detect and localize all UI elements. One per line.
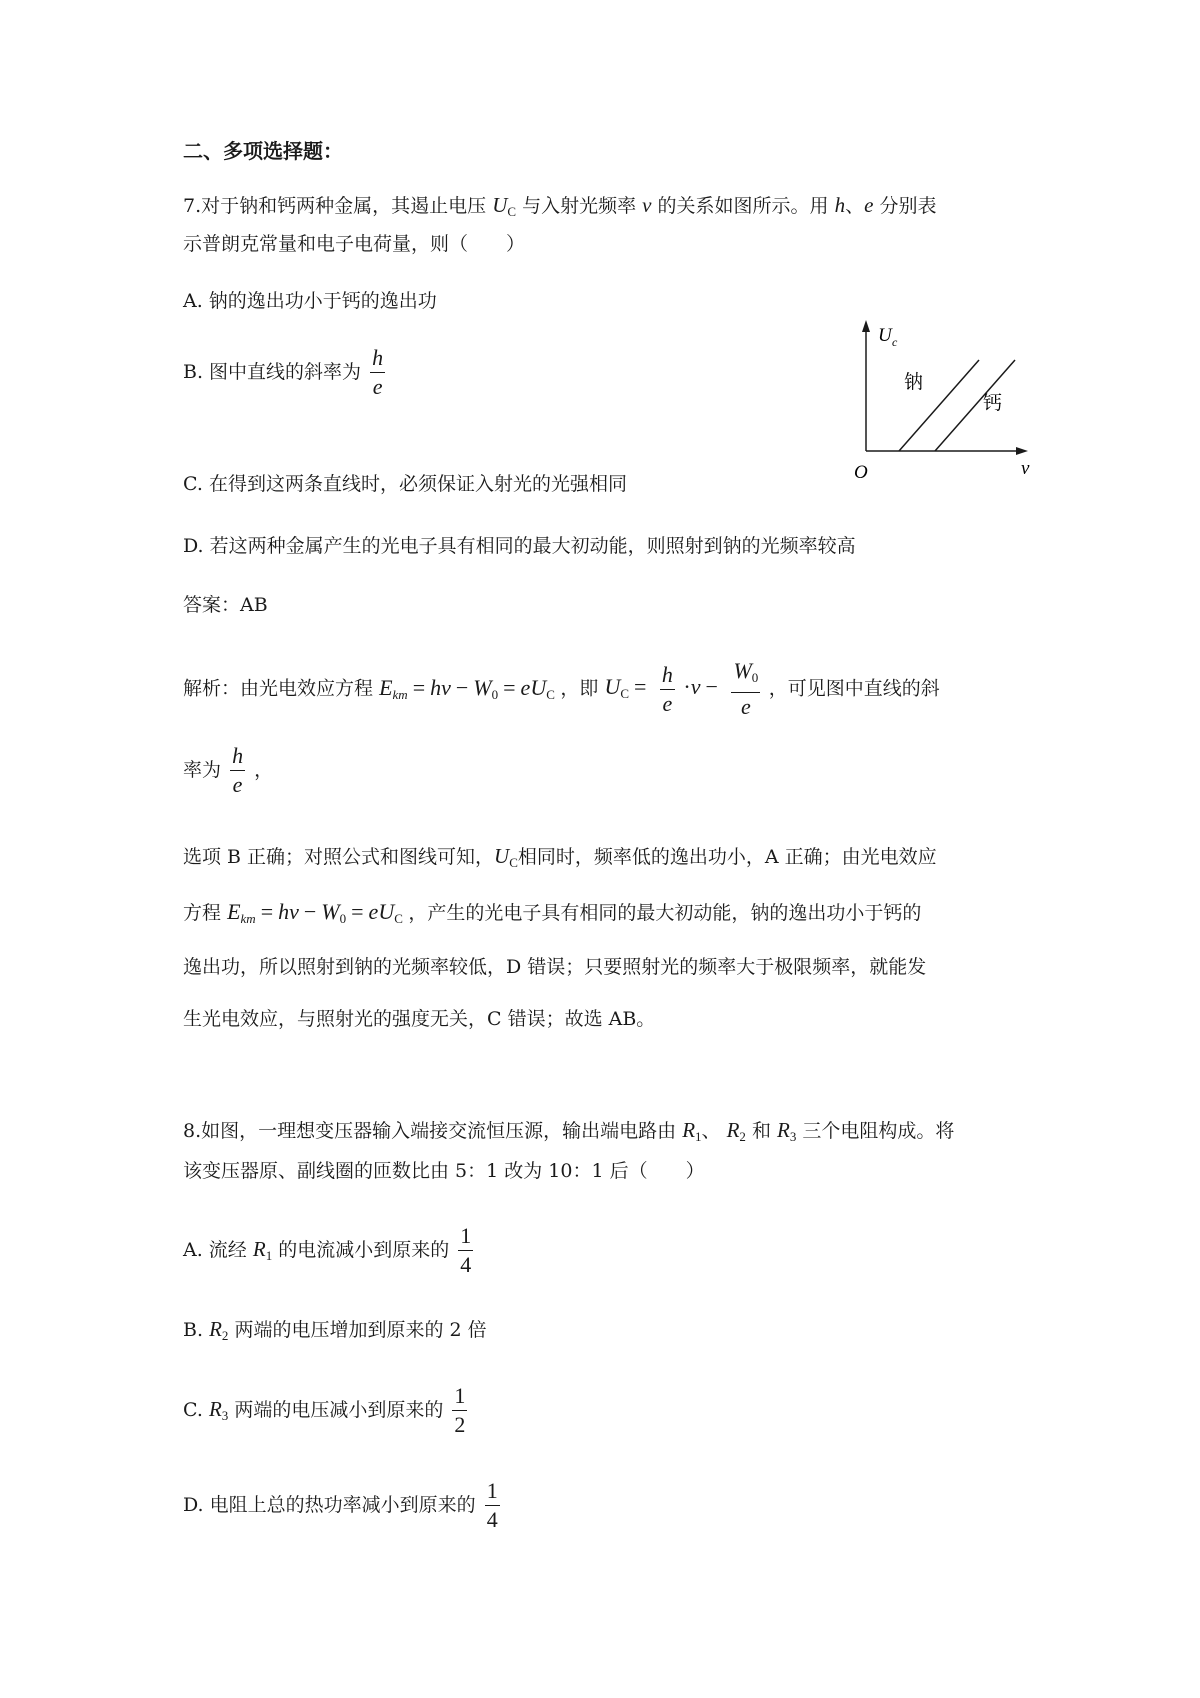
q7-stem-line2: 示普朗克常量和电子电荷量，则（ ） [183, 233, 526, 255]
y-axis-arrow [862, 320, 870, 332]
q7-option-d: D. 若这两种金属产生的光电子具有相同的最大初动能，则照射到钠的光频率较高 [183, 535, 856, 557]
q8-option-a: A. 流经 $R_1$ 的电流减小到原来的 $\frac{1}{4}$ [183, 1223, 472, 1277]
q7-option-c: C. 在得到这两条直线时，必须保证入射光的光强相同 [183, 473, 627, 495]
sodium-label: 钠 [904, 372, 924, 393]
q8-stem-line2: 该变压器原、副线圈的匝数比由 5：1 改为 10：1 后（ ） [183, 1160, 705, 1182]
equation-stopping-voltage: $U_C$ = $\frac{h}{e}$ ·ν − $\frac{W_0}{e}$ [604, 658, 759, 719]
q7-analysis-p2-line3: 逸出功，所以照射到钠的光频率较低，D 错误；只要照射光的频率大于极限频率，就能发 [183, 956, 927, 978]
calcium-line [935, 360, 1015, 451]
q7-analysis-p2-line4: 生光电效应，与照射光的强度无关，C 错误；故选 AB。 [183, 1008, 656, 1030]
equation-photoelectric: $E_{km} = h\nu - W_0 = eU_C$ [379, 675, 555, 702]
section-title: 二、多项选择题： [183, 139, 343, 163]
fraction-h-over-e: $\frac{h}{e}$ [372, 345, 384, 399]
calcium-label: 钙 [983, 393, 1003, 414]
q7-analysis-line2: 率为 $\frac{h}{e}$ ， [183, 743, 274, 797]
x-axis-arrow [1016, 447, 1028, 455]
q8-stem-line1: 8.如图，一理想变压器输入端接交流恒压源，输出端电路由 $R_1$、 $R_2$ 和 $R_3$ 三个电阻构成。将 [183, 1118, 955, 1144]
y-axis-label: U [878, 325, 892, 346]
q7-option-b: B. 图中直线的斜率为 $\frac{h}{e}$ [183, 345, 384, 399]
q7-analysis-line1: 解析：由光电效应方程 $E_{km} = h\nu - W_0 = eU_C$ ，即 $U_C$ = $\frac{h}{e}$ ·ν − $\frac{W_0}{e}$ ，可见图中直线的斜 [183, 658, 940, 719]
x-axis-label: v [1021, 458, 1030, 479]
q7-option-a: A. 钠的逸出功小于钙的逸出功 [183, 290, 437, 312]
q7-graph [838, 316, 1038, 486]
origin-label: O [854, 462, 868, 483]
q8-option-b: B. $R_2$ 两端的电压增加到原来的 2 倍 [183, 1317, 487, 1343]
q7-answer: 答案：AB [183, 594, 268, 616]
q8-option-d: D. 电阻上总的热功率减小到原来的 $\frac{1}{4}$ [183, 1478, 498, 1532]
q8-option-c: C. $R_3$ 两端的电压减小到原来的 $\frac{1}{2}$ [183, 1383, 466, 1437]
q7-analysis-p2-line1: 选项 B 正确；对照公式和图线可知，$U_C$相同时，频率低的逸出功小，A 正确；由光电效应 [183, 844, 937, 870]
q7-stem-line1: 7.对于钠和钙两种金属，其遏止电压 $U_C$ 与入射光频率 v 的关系如图所示。用 h、e 分别表 [183, 193, 937, 219]
y-axis-label-sub: c [892, 335, 898, 349]
q7-analysis-p2-line2: 方程 $E_{km} = h\nu - W_0 = eU_C$ ，产生的光电子具有相同的最大初动能，钠的逸出功小于钙的 [183, 899, 922, 926]
